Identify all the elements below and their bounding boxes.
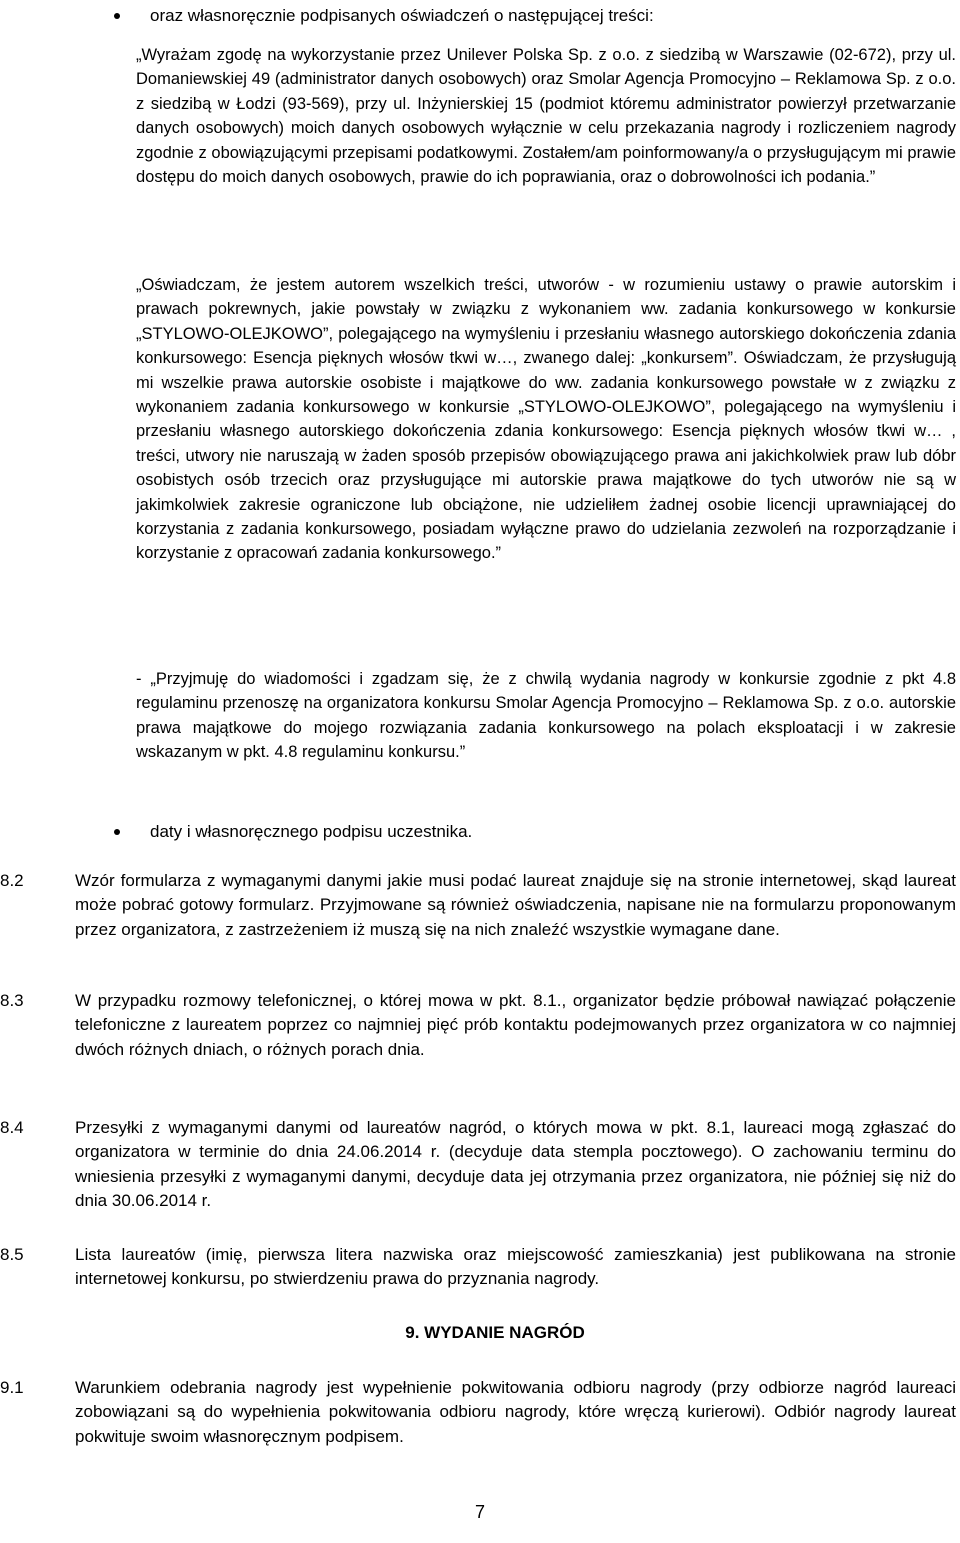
section-text: Lista laureatów (imię, pierwsza litera nazwiska oraz miejscowość zamieszkania) jest publikowana na stronie internetowej konkursu, po stwierdzeniu prawa do przyznania nagrody. xyxy=(75,1245,956,1289)
section-text: Przesyłki z wymaganymi danymi od laureatów nagród, o których mowa w pkt. 8.1, laureaci mogą zgłaszać do organizatora w terminie do dnia 24.06.2014 r. (decyduje data stempla pocztowego). O zachowaniu terminu do wniesienia przesyłki z wymaganymi danymi, decyduje data jej otrzymania przez organizatora, nie później się niż do dnia 30.06.2014 r. xyxy=(75,1118,956,1210)
section-text: W przypadku rozmowy telefonicznej, o której mowa w pkt. 8.1., organizator będzie próbował nawiązać połączenie telefoniczne z laureatem poprzez co najmniej pięć prób kontaktu podejmowanych przez organizatora w co najmniej dwóch różnych dniach, o różnych porach dnia. xyxy=(75,991,956,1059)
section-number: 8.3 xyxy=(0,991,24,1010)
authorship-statement: „Oświadczam, że jestem autorem wszelkich treści, utworów - w rozumieniu ustawy o prawie autorskim i prawach pokrewnych, jakie powstały w związku z wykonaniem ww. zadania konkursowego w konkursie „STYLOWO-OLEJKOWO”, polegającego na wymyśleniu i przesłaniu własnego autorskiego dokończenia zdania konkursowego: Esencja pięknych włosów tkwi w…, zwanego dalej: „konkursem”. Oświadczam, że przysługują mi wszelkie prawa autorskie osobiste i majątkowe do ww. zadania konkursowego powstałe w z związku z wykonaniem zadania konkursowego w konkursie „STYLOWO-OLEJKOWO”, polegającego na wymyśleniu i przesłaniu własnego autorskiego dokończenia zdania konkursowego: Esencja pięknych włosów tkwi w… , treści, utwory nie naruszają w żaden sposób przepisów obowiązującego prawa ani jakichkolwiek praw lub dóbr osobistych osób trzecich oraz przysługujące mi autorskie prawa majątkowe do tych utworów nie są w jakimkolwiek zakresie ograniczone lub obciążone, nie udzieliłem żadnej osobie licencji uprawniającej do korzystania z zadania konkursowego, posiadam wyłączne prawo do udzielania zezwoleń na rozporządzanie i korzystanie z opracowań zadania konkursowego.” xyxy=(136,276,956,563)
section-number: 8.4 xyxy=(0,1118,24,1137)
rights-transfer-statement: - „Przyjmuję do wiadomości i zgadzam się, że z chwilą wydania nagrody w konkursie zgodnie z pkt 4.8 regulaminu przenoszę na organizatora konkursu Smolar Agencja Promocyjno – Reklamowa Sp. z o.o. autorskie prawa majątkowe do mojego rozwiązania zadania konkursowego na polach eksploatacji i w zakresie wskazanym w pkt. 4.8 regulaminu konkursu.” xyxy=(136,670,956,762)
section-number: 9.1 xyxy=(0,1378,24,1397)
bullet-icon xyxy=(114,829,120,835)
section-text: Wzór formularza z wymaganymi danymi jakie musi podać laureat znajduje się na stronie internetowej, skąd laureat może pobrać gotowy formularz. Przyjmowane są również oświadczenia, napisane nie na formularzu proponowanym przez organizatora, z zastrzeżeniem iż muszą się na nich znaleźć wszystkie wymagane dane. xyxy=(75,871,956,939)
page-number: 7 xyxy=(474,1502,485,1522)
consent-statement: „Wyrażam zgodę na wykorzystanie przez Unilever Polska Sp. z o.o. z siedzibą w Warszawie (02-672), przy ul. Domaniewskiej 49 (administrator danych osobowych) oraz Smolar Agencja Promocyjno – Reklamowa Sp. z o.o. z siedzibą w Łodzi (93-569), przy ul. Inżynierskiej 15 (podmiot któremu administrator powierzył przetwarzanie danych osobowych) moich danych osobowych wyłącznie w celu przekazania nagrody i rozliczeniem nagrody zgodnie z obowiązującymi przepisami podatkowymi. Zostałem/am poinformowany/a o przysługującym mi prawie dostępu do moich danych osobowych, prawie do ich poprawiania, oraz o dobrowolności ich podania.” xyxy=(136,46,956,187)
bullet-icon xyxy=(114,13,120,19)
section-number: 8.5 xyxy=(0,1245,24,1264)
bullet-text: daty i własnoręcznego podpisu uczestnika. xyxy=(150,822,473,841)
section-number: 8.2 xyxy=(0,871,24,890)
section-text: Warunkiem odebrania nagrody jest wypełnienie pokwitowania odbioru nagrody (przy odbiorze nagród laureaci zobowiązani są do wypełnienia pokwitowania odbioru nagrody, które wręczą kurierowi). Odbiór nagrody laureat pokwituje swoim własnoręcznym podpisem. xyxy=(75,1378,956,1446)
section-heading: 9. WYDANIE NAGRÓD xyxy=(405,1323,585,1342)
bullet-text: oraz własnoręcznie podpisanych oświadczeń o następującej treści: xyxy=(150,6,654,25)
